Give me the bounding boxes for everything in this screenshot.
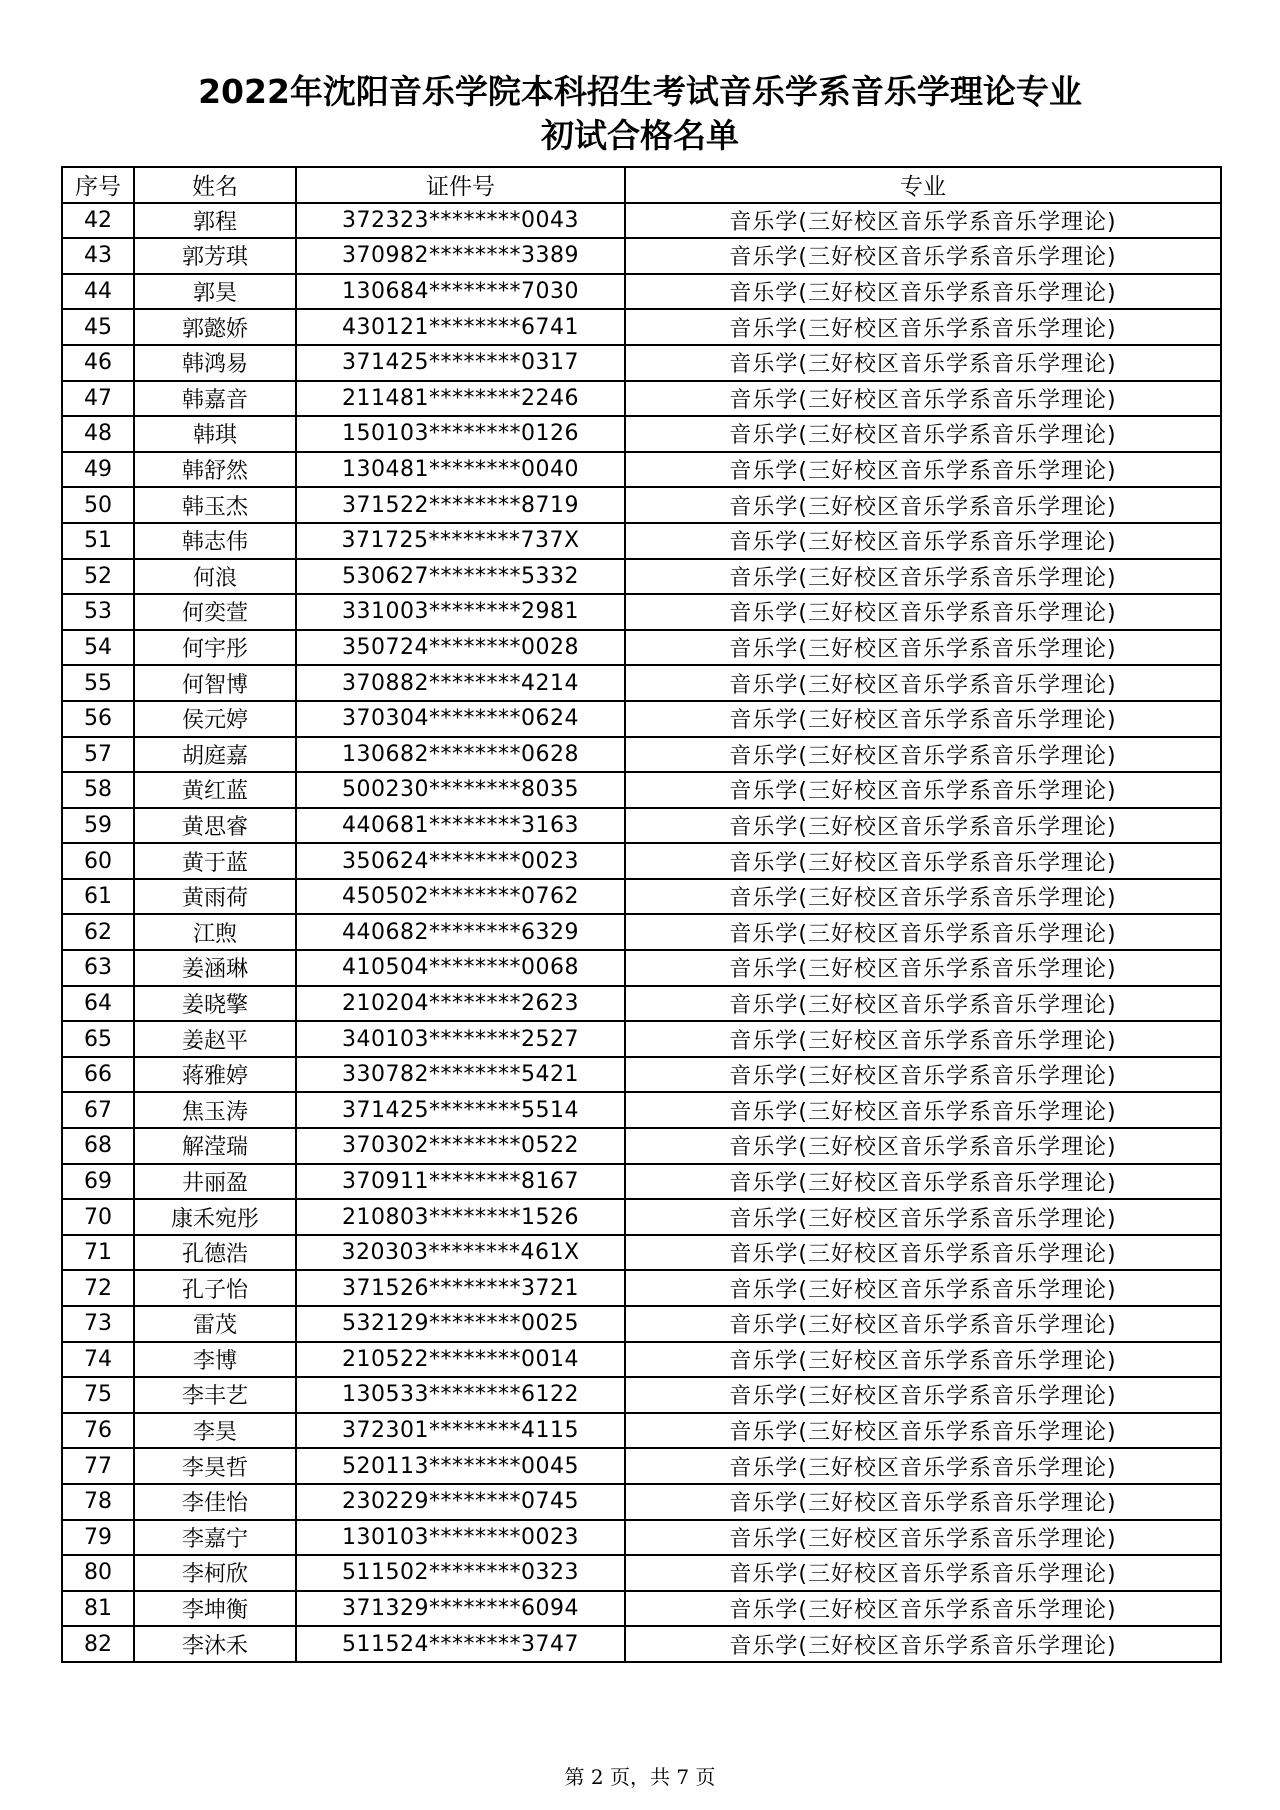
cell-id-number: 500230********8035 <box>296 772 625 808</box>
cell-seq: 48 <box>62 416 134 452</box>
table-row <box>62 559 1221 595</box>
cell-major: 音乐学(三好校区音乐学系音乐学理论) <box>625 1021 1221 1057</box>
cell-name: 李沐禾 <box>134 1626 296 1662</box>
cell-id-number: 520113********0045 <box>296 1448 625 1484</box>
cell-seq: 53 <box>62 594 134 630</box>
cell-seq: 59 <box>62 808 134 844</box>
cell-name: 李坤衡 <box>134 1591 296 1627</box>
table-row <box>62 1377 1221 1413</box>
cell-id-number: 371526********3721 <box>296 1270 625 1306</box>
table-row <box>62 630 1221 666</box>
table-row <box>62 879 1221 915</box>
cell-name: 姜晓擎 <box>134 986 296 1022</box>
cell-major: 音乐学(三好校区音乐学系音乐学理论) <box>625 665 1221 701</box>
cell-major: 音乐学(三好校区音乐学系音乐学理论) <box>625 914 1221 950</box>
cell-major: 音乐学(三好校区音乐学系音乐学理论) <box>625 737 1221 773</box>
cell-name: 韩鸿易 <box>134 345 296 381</box>
cell-id-number: 371725********737X <box>296 523 625 559</box>
cell-seq: 75 <box>62 1377 134 1413</box>
cell-id-number: 372301********4115 <box>296 1413 625 1449</box>
cell-name: 孔德浩 <box>134 1235 296 1271</box>
cell-seq: 57 <box>62 737 134 773</box>
cell-id-number: 511524********3747 <box>296 1626 625 1662</box>
cell-major: 音乐学(三好校区音乐学系音乐学理论) <box>625 1057 1221 1093</box>
table-header <box>62 167 1221 203</box>
table-row <box>62 1092 1221 1128</box>
cell-major: 音乐学(三好校区音乐学系音乐学理论) <box>625 487 1221 523</box>
table-row <box>62 1199 1221 1235</box>
cell-seq: 43 <box>62 238 134 274</box>
cell-id-number: 210803********1526 <box>296 1199 625 1235</box>
cell-id-number: 130682********0628 <box>296 737 625 773</box>
cell-id-number: 370302********0522 <box>296 1128 625 1164</box>
admission-list-table <box>61 166 1222 1663</box>
cell-name: 黄雨荷 <box>134 879 296 915</box>
page-title: 2022年沈阳音乐学院本科招生考试音乐学系音乐学理论专业 <box>198 72 1082 111</box>
table-row <box>62 665 1221 701</box>
cell-seq: 55 <box>62 665 134 701</box>
cell-id-number: 130481********0040 <box>296 452 625 488</box>
table-row <box>62 1413 1221 1449</box>
cell-name: 李昊 <box>134 1413 296 1449</box>
cell-seq: 70 <box>62 1199 134 1235</box>
cell-name: 雷茂 <box>134 1306 296 1342</box>
header-seq: 序号 <box>62 167 134 203</box>
cell-major: 音乐学(三好校区音乐学系音乐学理论) <box>625 1377 1221 1413</box>
cell-id-number: 340103********2527 <box>296 1021 625 1057</box>
cell-seq: 77 <box>62 1448 134 1484</box>
cell-name: 李昊哲 <box>134 1448 296 1484</box>
cell-major: 音乐学(三好校区音乐学系音乐学理论) <box>625 630 1221 666</box>
table-row <box>62 274 1221 310</box>
table-row <box>62 1306 1221 1342</box>
table-row <box>62 487 1221 523</box>
cell-major: 音乐学(三好校区音乐学系音乐学理论) <box>625 986 1221 1022</box>
cell-id-number: 230229********0745 <box>296 1484 625 1520</box>
table-row <box>62 1520 1221 1556</box>
cell-name: 李丰艺 <box>134 1377 296 1413</box>
table-row <box>62 914 1221 950</box>
cell-name: 姜涵琳 <box>134 950 296 986</box>
cell-seq: 74 <box>62 1342 134 1378</box>
cell-id-number: 532129********0025 <box>296 1306 625 1342</box>
table-row <box>62 381 1221 417</box>
table-row <box>62 594 1221 630</box>
cell-major: 音乐学(三好校区音乐学系音乐学理论) <box>625 309 1221 345</box>
cell-id-number: 330782********5421 <box>296 1057 625 1093</box>
cell-name: 姜赵平 <box>134 1021 296 1057</box>
cell-major: 音乐学(三好校区音乐学系音乐学理论) <box>625 1128 1221 1164</box>
cell-seq: 82 <box>62 1626 134 1662</box>
table-row <box>62 1484 1221 1520</box>
cell-major: 音乐学(三好校区音乐学系音乐学理论) <box>625 1306 1221 1342</box>
cell-seq: 71 <box>62 1235 134 1271</box>
cell-name: 李柯欣 <box>134 1555 296 1591</box>
cell-seq: 42 <box>62 203 134 239</box>
cell-id-number: 370882********4214 <box>296 665 625 701</box>
cell-seq: 80 <box>62 1555 134 1591</box>
cell-seq: 60 <box>62 843 134 879</box>
table-row <box>62 1591 1221 1627</box>
cell-major: 音乐学(三好校区音乐学系音乐学理论) <box>625 1164 1221 1200</box>
table-row <box>62 1128 1221 1164</box>
cell-major: 音乐学(三好校区音乐学系音乐学理论) <box>625 879 1221 915</box>
cell-id-number: 430121********6741 <box>296 309 625 345</box>
cell-name: 韩舒然 <box>134 452 296 488</box>
table-row <box>62 1626 1221 1662</box>
cell-id-number: 210204********2623 <box>296 986 625 1022</box>
cell-seq: 44 <box>62 274 134 310</box>
table-row <box>62 772 1221 808</box>
cell-seq: 72 <box>62 1270 134 1306</box>
cell-name: 侯元婷 <box>134 701 296 737</box>
cell-name: 何智博 <box>134 665 296 701</box>
cell-major: 音乐学(三好校区音乐学系音乐学理论) <box>625 1591 1221 1627</box>
cell-id-number: 350624********0023 <box>296 843 625 879</box>
cell-name: 焦玉涛 <box>134 1092 296 1128</box>
cell-id-number: 511502********0323 <box>296 1555 625 1591</box>
cell-major: 音乐学(三好校区音乐学系音乐学理论) <box>625 274 1221 310</box>
cell-major: 音乐学(三好校区音乐学系音乐学理论) <box>625 238 1221 274</box>
cell-name: 康禾宛彤 <box>134 1199 296 1235</box>
cell-id-number: 130533********6122 <box>296 1377 625 1413</box>
cell-id-number: 372323********0043 <box>296 203 625 239</box>
cell-seq: 45 <box>62 309 134 345</box>
cell-major: 音乐学(三好校区音乐学系音乐学理论) <box>625 523 1221 559</box>
cell-name: 井丽盈 <box>134 1164 296 1200</box>
table-row <box>62 843 1221 879</box>
table-row <box>62 1448 1221 1484</box>
cell-name: 黄于蓝 <box>134 843 296 879</box>
cell-major: 音乐学(三好校区音乐学系音乐学理论) <box>625 1235 1221 1271</box>
cell-name: 李佳怡 <box>134 1484 296 1520</box>
cell-seq: 47 <box>62 381 134 417</box>
cell-seq: 69 <box>62 1164 134 1200</box>
cell-id-number: 371425********5514 <box>296 1092 625 1128</box>
cell-seq: 68 <box>62 1128 134 1164</box>
cell-major: 音乐学(三好校区音乐学系音乐学理论) <box>625 1520 1221 1556</box>
table-row <box>62 309 1221 345</box>
cell-id-number: 210522********0014 <box>296 1342 625 1378</box>
cell-seq: 66 <box>62 1057 134 1093</box>
cell-seq: 46 <box>62 345 134 381</box>
cell-name: 何奕萱 <box>134 594 296 630</box>
cell-name: 李嘉宁 <box>134 1520 296 1556</box>
cell-seq: 56 <box>62 701 134 737</box>
table-row <box>62 1342 1221 1378</box>
cell-major: 音乐学(三好校区音乐学系音乐学理论) <box>625 1448 1221 1484</box>
cell-name: 韩志伟 <box>134 523 296 559</box>
cell-major: 音乐学(三好校区音乐学系音乐学理论) <box>625 594 1221 630</box>
cell-id-number: 331003********2981 <box>296 594 625 630</box>
cell-seq: 78 <box>62 1484 134 1520</box>
cell-id-number: 371522********8719 <box>296 487 625 523</box>
page-subtitle: 初试合格名单 <box>541 116 739 155</box>
cell-seq: 51 <box>62 523 134 559</box>
table-row <box>62 737 1221 773</box>
cell-id-number: 370982********3389 <box>296 238 625 274</box>
cell-seq: 62 <box>62 914 134 950</box>
cell-name: 韩嘉音 <box>134 381 296 417</box>
cell-major: 音乐学(三好校区音乐学系音乐学理论) <box>625 843 1221 879</box>
cell-id-number: 440682********6329 <box>296 914 625 950</box>
cell-name: 郭芳琪 <box>134 238 296 274</box>
cell-major: 音乐学(三好校区音乐学系音乐学理论) <box>625 345 1221 381</box>
cell-id-number: 440681********3163 <box>296 808 625 844</box>
cell-major: 音乐学(三好校区音乐学系音乐学理论) <box>625 1342 1221 1378</box>
table-row <box>62 452 1221 488</box>
cell-name: 郭懿娇 <box>134 309 296 345</box>
cell-major: 音乐学(三好校区音乐学系音乐学理论) <box>625 452 1221 488</box>
cell-name: 江煦 <box>134 914 296 950</box>
cell-name: 韩琪 <box>134 416 296 452</box>
cell-id-number: 130684********7030 <box>296 274 625 310</box>
table-row <box>62 345 1221 381</box>
table-body <box>62 203 1221 1662</box>
table-row <box>62 1235 1221 1271</box>
table-row <box>62 238 1221 274</box>
cell-id-number: 370304********0624 <box>296 701 625 737</box>
cell-major: 音乐学(三好校区音乐学系音乐学理论) <box>625 559 1221 595</box>
cell-name: 郭程 <box>134 203 296 239</box>
cell-id-number: 410504********0068 <box>296 950 625 986</box>
cell-seq: 65 <box>62 1021 134 1057</box>
cell-name: 何宇彤 <box>134 630 296 666</box>
cell-seq: 63 <box>62 950 134 986</box>
table-row <box>62 1270 1221 1306</box>
cell-name: 黄红蓝 <box>134 772 296 808</box>
cell-id-number: 211481********2246 <box>296 381 625 417</box>
table-row <box>62 1021 1221 1057</box>
cell-id-number: 130103********0023 <box>296 1520 625 1556</box>
cell-major: 音乐学(三好校区音乐学系音乐学理论) <box>625 1092 1221 1128</box>
table-row <box>62 1057 1221 1093</box>
cell-major: 音乐学(三好校区音乐学系音乐学理论) <box>625 1484 1221 1520</box>
cell-seq: 79 <box>62 1520 134 1556</box>
cell-name: 何浪 <box>134 559 296 595</box>
cell-id-number: 450502********0762 <box>296 879 625 915</box>
cell-seq: 50 <box>62 487 134 523</box>
cell-seq: 81 <box>62 1591 134 1627</box>
cell-name: 黄思睿 <box>134 808 296 844</box>
cell-name: 胡庭嘉 <box>134 737 296 773</box>
table-row <box>62 1555 1221 1591</box>
table-row <box>62 808 1221 844</box>
cell-id-number: 370911********8167 <box>296 1164 625 1200</box>
cell-major: 音乐学(三好校区音乐学系音乐学理论) <box>625 1270 1221 1306</box>
cell-major: 音乐学(三好校区音乐学系音乐学理论) <box>625 772 1221 808</box>
table-header-row <box>62 167 1221 203</box>
cell-seq: 54 <box>62 630 134 666</box>
cell-name: 孔子怡 <box>134 1270 296 1306</box>
table-row <box>62 701 1221 737</box>
cell-major: 音乐学(三好校区音乐学系音乐学理论) <box>625 1555 1221 1591</box>
cell-name: 李博 <box>134 1342 296 1378</box>
header-major: 专业 <box>625 167 1221 203</box>
table-row <box>62 1164 1221 1200</box>
table-row <box>62 950 1221 986</box>
cell-seq: 61 <box>62 879 134 915</box>
cell-major: 音乐学(三好校区音乐学系音乐学理论) <box>625 1626 1221 1662</box>
cell-seq: 64 <box>62 986 134 1022</box>
cell-major: 音乐学(三好校区音乐学系音乐学理论) <box>625 701 1221 737</box>
cell-name: 解滢瑞 <box>134 1128 296 1164</box>
cell-id-number: 150103********0126 <box>296 416 625 452</box>
cell-seq: 52 <box>62 559 134 595</box>
table-row <box>62 203 1221 239</box>
cell-name: 郭昊 <box>134 274 296 310</box>
cell-id-number: 371329********6094 <box>296 1591 625 1627</box>
cell-name: 韩玉杰 <box>134 487 296 523</box>
cell-id-number: 530627********5332 <box>296 559 625 595</box>
table-row <box>62 416 1221 452</box>
cell-major: 音乐学(三好校区音乐学系音乐学理论) <box>625 203 1221 239</box>
header-id-number: 证件号 <box>296 167 625 203</box>
cell-name: 蒋雅婷 <box>134 1057 296 1093</box>
table-row <box>62 523 1221 559</box>
page-number: 第 2 页，共 7 页 <box>564 1765 716 1789</box>
cell-seq: 67 <box>62 1092 134 1128</box>
cell-major: 音乐学(三好校区音乐学系音乐学理论) <box>625 1413 1221 1449</box>
cell-id-number: 371425********0317 <box>296 345 625 381</box>
cell-major: 音乐学(三好校区音乐学系音乐学理论) <box>625 416 1221 452</box>
cell-major: 音乐学(三好校区音乐学系音乐学理论) <box>625 950 1221 986</box>
cell-id-number: 320303********461X <box>296 1235 625 1271</box>
cell-id-number: 350724********0028 <box>296 630 625 666</box>
cell-major: 音乐学(三好校区音乐学系音乐学理论) <box>625 808 1221 844</box>
header-name: 姓名 <box>134 167 296 203</box>
cell-seq: 73 <box>62 1306 134 1342</box>
table-row <box>62 986 1221 1022</box>
cell-seq: 49 <box>62 452 134 488</box>
cell-major: 音乐学(三好校区音乐学系音乐学理论) <box>625 1199 1221 1235</box>
cell-seq: 58 <box>62 772 134 808</box>
cell-seq: 76 <box>62 1413 134 1449</box>
cell-major: 音乐学(三好校区音乐学系音乐学理论) <box>625 381 1221 417</box>
